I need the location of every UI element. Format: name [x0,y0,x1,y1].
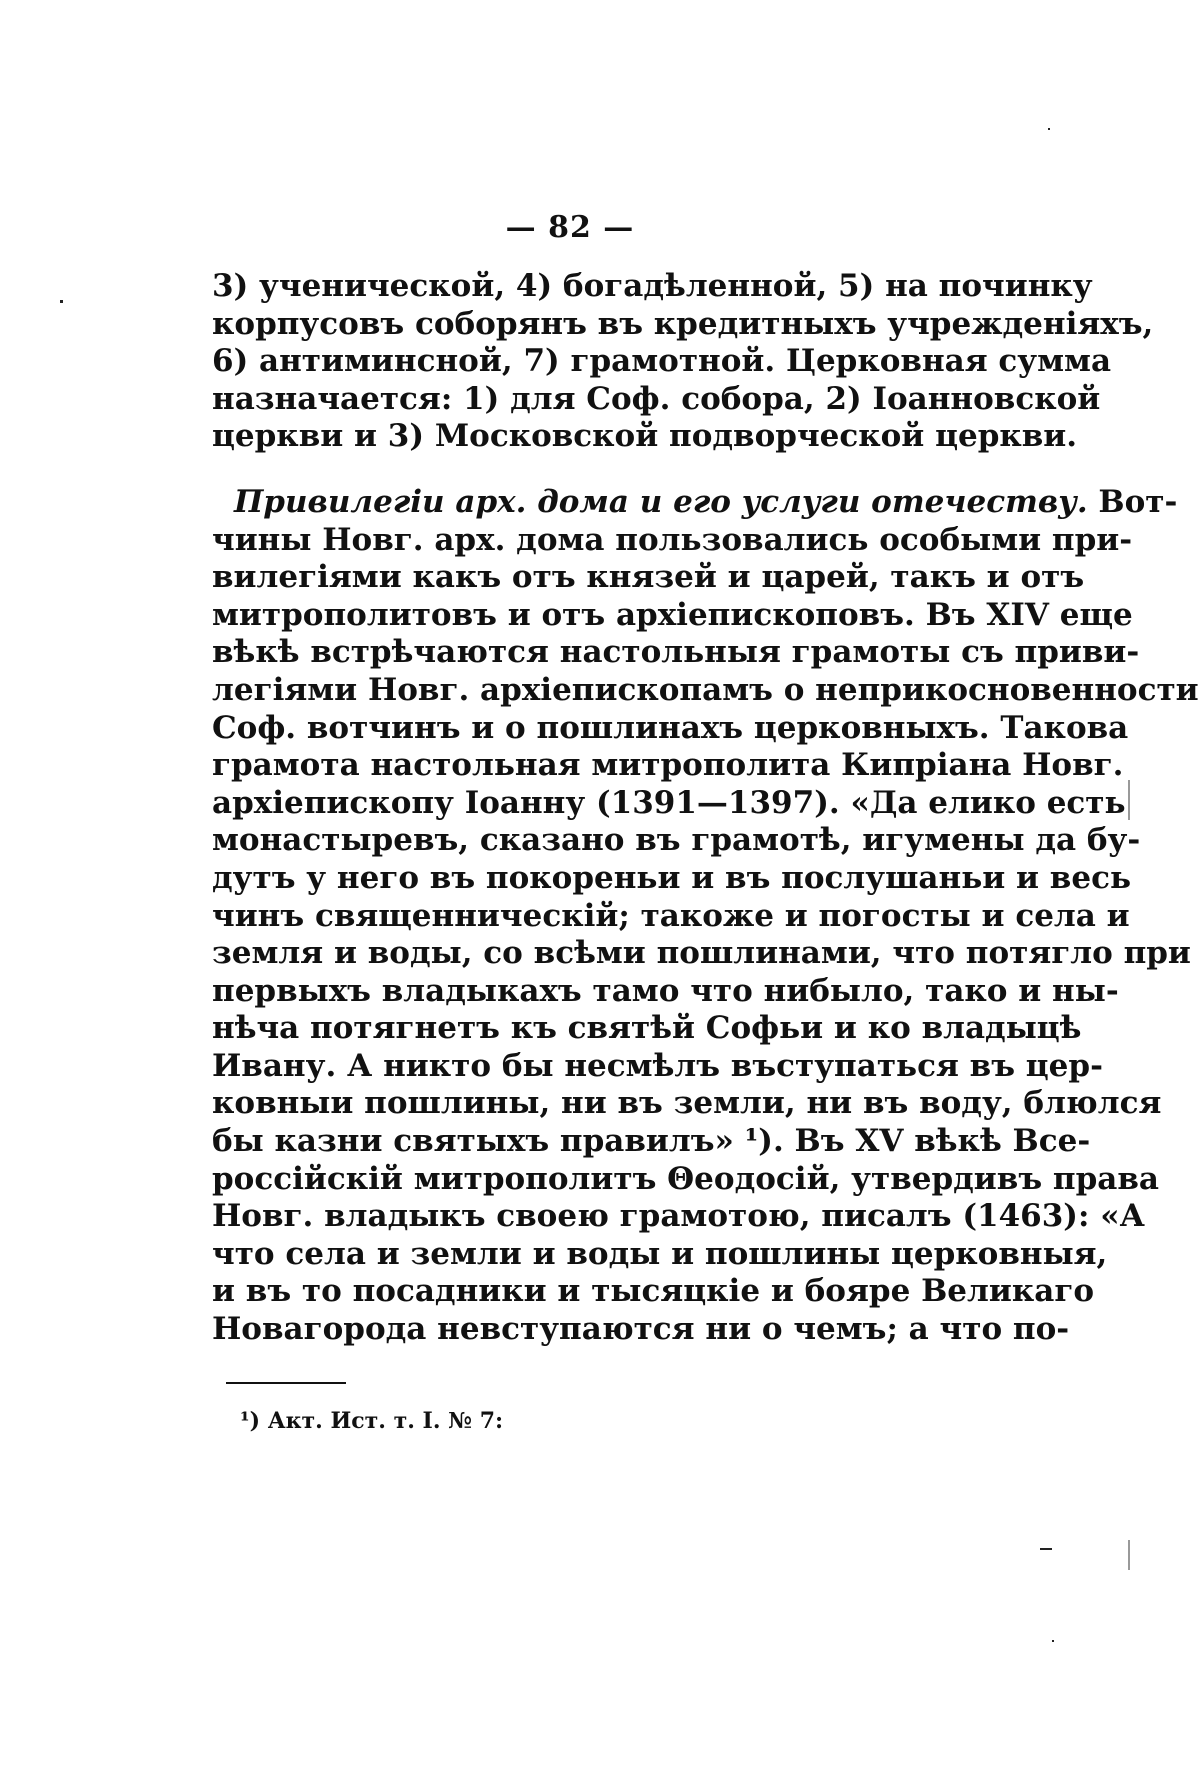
text-line: россійскій митрополитъ Θеодосій, утвердивъ права [212,1160,1159,1197]
paragraph-gap [212,456,968,484]
page-number: — 82 — [505,210,635,245]
text-line: Новг. владыкъ своею грамотою, писалъ (1463): «А [212,1198,1145,1235]
text-line: архіепископу Іоанну (1391—1397). «Да елико есть [212,784,1126,821]
scan-speck [1128,780,1130,820]
text-line: первыхъ владыкахъ тамо что нибыло, тако и ны- [212,972,1119,1009]
text-line: вѣкѣ встрѣчаются настольныя грамоты съ приви- [212,634,1140,671]
text-line: дутъ у него въ покореньи и въ послушаньи и весь [212,859,1131,896]
text-line: 3) ученической, 4) богадѣленной, 5) на починку [212,268,1093,304]
text-line: корпусовъ соборянъ въ кредитныхъ учрежденіяхъ, [212,305,1154,342]
text-line: грамота настольная митрополита Кипріана Новг. [212,747,1124,784]
footnote-divider [226,1382,346,1384]
text-line: что села и земли и воды и пошлины церковныя, [212,1235,1108,1272]
text-line: Новагорода невступаются ни о чемъ; а что по- [212,1311,1070,1348]
body-text [212,268,1199,1349]
text-line: митрополитовъ и отъ архіепископовъ. Въ XIV еще [212,596,1133,633]
text-line: чины Новг. арх. дома пользовались особыми при- [212,521,1133,558]
text-line: монастыревъ, сказано въ грамотѣ, игумены да бу- [212,822,1141,859]
scan-speck [1052,1640,1054,1642]
text-fragment: Вот- [1098,483,1178,520]
scan-speck [60,300,63,303]
text-line: чинъ священническій; такоже и погосты и села и [212,897,1130,934]
text-line: ковныи пошлины, ни въ земли, ни въ воду, блюлся [212,1085,1162,1122]
text-line: бы казни святыхъ правилъ» ¹). Въ XV вѣкѣ Все- [212,1123,1091,1160]
scan-speck [1040,1548,1052,1550]
text-line: Соф. вотчинъ и о пошлинахъ церковныхъ. Такова [212,709,1129,746]
footnote: ¹) Акт. Ист. т. I. № 7: [240,1408,504,1434]
scan-speck [1128,1540,1130,1570]
text-line: земля и воды, со всѣми пошлинами, что потягло при [212,935,1191,972]
text-line: нѣча потягнетъ къ святѣй Софьи и ко владыцѣ [212,1010,1082,1047]
scan-speck [1048,128,1050,130]
text-line: Ивану. А никто бы несмѣлъ въступаться въ цер- [212,1047,1103,1084]
section-heading: Привилегіи арх. дома и его услуги отечеству. [234,483,1088,520]
text-line: 6) антиминсной, 7) грамотной. Церковная сумма [212,343,1112,380]
text-line: легіями Новг. архіепископамъ о неприкосновенности [212,671,1199,708]
text-line: назначается: 1) для Соф. собора, 2) Іоанновской [212,380,1101,417]
text-line: и въ то посадники и тысяцкіе и бояре Великаго [212,1273,1095,1310]
text-line: церкви и 3) Московской подворческой церкви. [212,418,1078,455]
section-heading-line [212,483,1178,522]
text-line: вилегіями какъ отъ князей и царей, такъ и отъ [212,559,1085,596]
